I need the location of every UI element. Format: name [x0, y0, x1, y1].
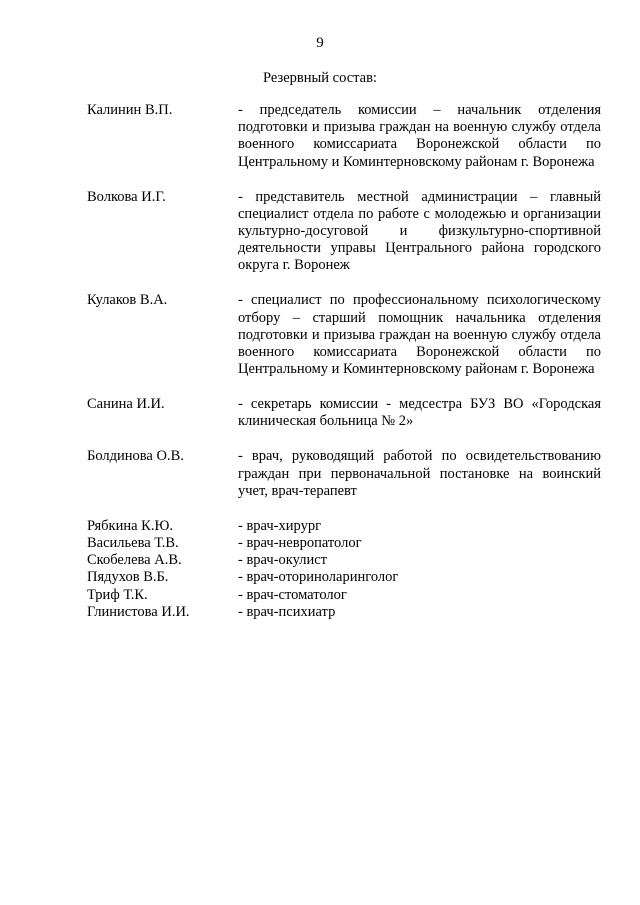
member-name: Васильева Т.В. — [87, 535, 179, 552]
member-role: - врач-психиатр — [238, 603, 336, 620]
member-row — [87, 292, 601, 378]
member-role: - врач-стоматолог — [238, 586, 347, 603]
page-number: 9 — [316, 35, 324, 51]
member-row — [87, 448, 601, 500]
section-title: Резервный состав: — [263, 70, 377, 86]
member-row — [87, 189, 601, 275]
member-role: - врач-окулист — [238, 552, 327, 569]
member-row — [87, 102, 601, 171]
member-row — [87, 604, 601, 621]
member-row — [87, 518, 601, 535]
member-name: Волкова И.Г. — [87, 188, 166, 205]
member-role: - председатель комиссии – начальник отделения подготовки и призыва граждан на военную службу отдела военного комиссариата Воронежской области по Центральному и Коминтерновскому районам г. Воронежа — [238, 102, 601, 170]
member-row — [87, 535, 601, 552]
member-name: Санина И.И. — [87, 396, 165, 413]
member-name: Пядухов В.Б. — [87, 569, 169, 586]
member-role: - врач, руководящий работой по освидетельствованию граждан при первоначальной постановке на воинский учет, врач-терапевт — [238, 448, 601, 499]
member-name: Рябкина К.Ю. — [87, 517, 174, 534]
member-role: - врач-оториноларинголог — [238, 569, 399, 586]
member-list — [87, 102, 601, 621]
member-role: - представитель местной администрации – главный специалист отдела по работе с молодежью и организации культурно-досуговой и физкультурно-спортивной деятельности управы Центрального района городского округа г. Воронеж — [238, 188, 601, 274]
member-name: Болдинова О.В. — [87, 448, 184, 465]
member-row — [87, 569, 601, 586]
member-name: Скобелева А.В. — [87, 552, 182, 569]
member-role: - специалист по профессиональному психологическому отбору – старший помощник начальника отделения подготовки и призыва граждан на военную службу отдела военного комиссариата Воронежской области по Центральному и Коминтерновскому районам г. Воронежа — [238, 292, 601, 378]
member-row — [87, 587, 601, 604]
member-row — [87, 396, 601, 430]
member-row — [87, 552, 601, 569]
member-role: - врач-невропатолог — [238, 535, 362, 552]
member-name: Глинистова И.И. — [87, 603, 190, 620]
member-name: Триф Т.К. — [87, 586, 148, 603]
member-name: Кулаков В.А. — [87, 292, 168, 309]
member-role: - врач-хирург — [238, 517, 322, 534]
member-name: Калинин В.П. — [87, 102, 173, 118]
member-role: - секретарь комиссии - медсестра БУЗ ВО «Городская клиническая больница № 2» — [238, 396, 601, 430]
